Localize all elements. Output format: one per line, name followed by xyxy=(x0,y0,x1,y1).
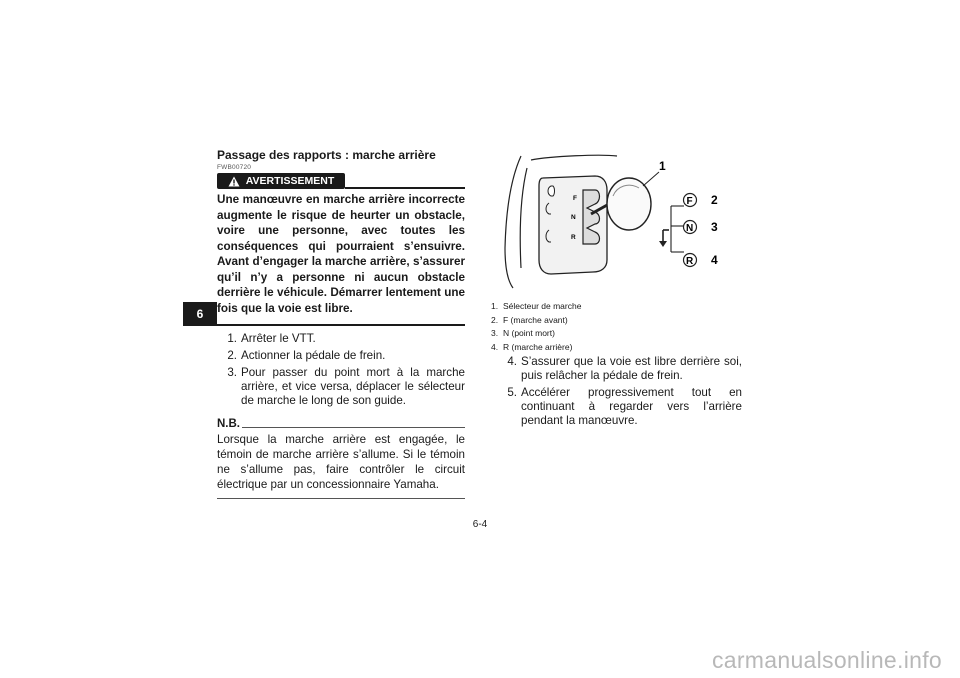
section-code: FWB00720 xyxy=(217,164,252,171)
arrow-down-icon xyxy=(659,241,667,247)
steps-list-right xyxy=(497,355,742,428)
callout-2: 2 xyxy=(711,193,718,207)
warning-end-rule xyxy=(217,324,465,326)
step-text: Accélérer progressivement tout en continuant à regarder vers l’arrière pendant la manœuvre. xyxy=(521,386,742,427)
callout-3: 3 xyxy=(711,220,718,234)
gear-indicator-diagram xyxy=(659,194,697,268)
chapter-tab xyxy=(183,302,217,326)
step-number: 1. xyxy=(227,331,237,345)
step-text: Actionner la pédale de frein. xyxy=(241,348,386,362)
legend-number: 4. xyxy=(491,342,499,353)
warning-badge xyxy=(217,173,345,189)
section-title: Passage des rapports : marche arrière xyxy=(217,148,436,162)
legend-item xyxy=(491,314,581,328)
legend-item xyxy=(491,300,581,314)
shift-gate-panel xyxy=(539,176,607,274)
callout-1: 1 xyxy=(659,159,666,173)
note-header-rule xyxy=(242,427,465,428)
step-number: 2. xyxy=(227,348,237,362)
circled-letter-r: R xyxy=(686,256,694,267)
warning-header xyxy=(217,173,465,190)
warning-text: Une manœuvre en marche arrière incorrecte augmente le risque de heurter un obstacle, voire une personne, avec toutes les conséquences qui pourraient s’ensuivre. Avant d’engager la marche arrière, s’assurer qu’il n’y a personne ni aucun obstacle derrière le véhicule. Démarrer lentement une fois que la voie est libre. xyxy=(217,193,465,315)
note-text: Lorsque la marche arrière est engagée, le témoin de marche arrière s’allume. Si le témoin ne s’allume pas, faire contrôler le circuit électrique par un concessionnaire Yamaha. xyxy=(217,432,465,491)
legend-number: 2. xyxy=(491,314,499,325)
legend-text: N (point mort) xyxy=(503,328,555,339)
right-column xyxy=(497,355,742,428)
steps-list-left xyxy=(217,332,465,408)
circled-letter-n: N xyxy=(686,223,694,234)
chapter-number: 6 xyxy=(196,307,204,321)
figure-legend xyxy=(491,300,581,355)
list-item xyxy=(497,386,742,428)
list-item xyxy=(217,332,465,346)
gate-letter-n: N xyxy=(571,214,576,221)
legend-item xyxy=(491,341,581,355)
page-number: 6-4 xyxy=(472,519,488,530)
callout-4: 4 xyxy=(711,253,718,267)
legend-item xyxy=(491,327,581,341)
legend-number: 1. xyxy=(491,301,499,311)
gate-letter-f: F xyxy=(573,195,577,202)
step-text: Pour passer du point mort à la marche arrière, et vice versa, déplacer le sélecteur de marche le long de son guide. xyxy=(241,365,465,407)
watermark: carmanualsonline.info xyxy=(711,647,942,673)
step-text: S’assurer que la voie est libre derrière soi, puis relâcher la pédale de frein. xyxy=(521,355,742,382)
legend-text: Sélecteur de marche xyxy=(503,301,582,311)
list-item xyxy=(217,366,465,408)
step-number: 5. xyxy=(507,386,517,399)
left-column xyxy=(217,148,465,499)
list-item xyxy=(497,355,742,383)
legend-text: R (marche arrière) xyxy=(503,342,573,353)
warning-label: AVERTISSEMENT xyxy=(245,174,335,187)
step-text: Arrêter le VTT. xyxy=(241,331,316,345)
gate-letter-r: R xyxy=(571,234,576,241)
warning-header-rule xyxy=(345,187,465,189)
warning-triangle-icon xyxy=(228,176,240,187)
step-number: 3. xyxy=(227,365,237,379)
step-number: 4. xyxy=(507,355,517,368)
legend-number: 3. xyxy=(491,328,499,339)
legend-text: F (marche avant) xyxy=(503,314,568,325)
note-header xyxy=(217,417,465,431)
list-item xyxy=(217,349,465,363)
note-end-rule xyxy=(217,498,465,499)
note-label: N.B. xyxy=(217,417,240,430)
gear-selector-illustration xyxy=(491,148,744,290)
circled-letter-f: F xyxy=(686,196,693,207)
